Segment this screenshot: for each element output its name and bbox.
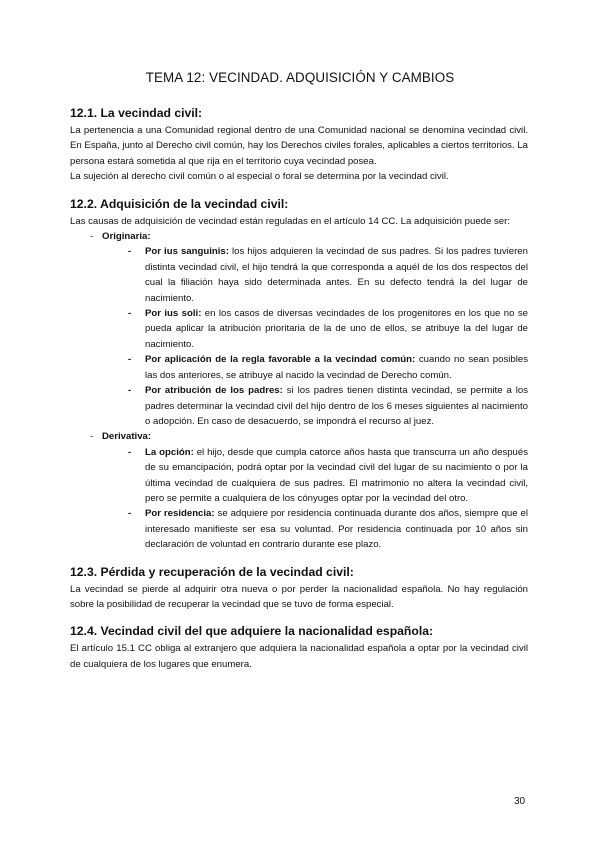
paragraph: El artículo 15.1 CC obliga al extranjero que adquiera la nacionalidad española a optar por la vecindad civil de cualquiera de los lugares que enumera.: [70, 643, 528, 670]
section-heading: 12.1. La vecindad civil:: [70, 106, 203, 120]
dash-bullet: -: [128, 354, 132, 366]
section-nacionalidad: [70, 624, 528, 672]
item-text: se adquiere por residencia continuada durante dos años, siempre que el interesado manifieste ser esa su voluntad. Por residencia continuada por 10 años sin declaración de voluntad en contrario durante ese plazo.: [145, 508, 528, 551]
item-text: si los padres tienen distinta vecindad, se permite a los padres determinar la vecindad civil del hijo dentro de los 6 meses siguientes al nacimiento o adopción. En caso de desacuerdo, se impondrá el recurso al juez.: [145, 385, 528, 427]
sub-list-item: [70, 506, 528, 552]
section-heading: 12.3. Pérdida y recuperación de la vecindad civil:: [70, 564, 354, 579]
sub-list-item: [70, 383, 528, 429]
list-item-derivativa: [70, 429, 528, 444]
item-term: Por aplicación de la regla favorable a la vecindad común:: [145, 354, 416, 366]
item-term: Por ius sanguinis:: [145, 246, 229, 258]
item-text: los hijos adquieren la vecindad de sus padres. Si los padres tuvieren distinta vecindad civil, el hijo tendrá la que corresponda a aquél de los dos respectos del cual la filiación haya sido determinada antes. En su defecto tendrá la del lugar de nacimiento.: [145, 246, 528, 304]
sub-list-item: [70, 244, 528, 306]
paragraph: La sujeción al derecho civil común o al especial o foral se determina por la vecindad civil.: [70, 171, 449, 183]
list-label: Originaria:: [102, 231, 151, 243]
section-perdida: [70, 565, 528, 613]
section-heading: 12.2. Adquisición de la vecindad civil:: [70, 196, 289, 211]
dash-bullet: -: [128, 308, 132, 320]
list-item-originaria: [70, 229, 528, 244]
item-text: el hijo, desde que cumpla catorce años hasta que transcurra un año después de su emancipación, podrá optar por la vecindad civil del lugar de su nacimiento o por la última vecindad de cualquiera de sus padres. El matrimonio no altera la vecindad civil, pero se permite a cualquiera de los cónyuges optar por la vecindad del otro.: [145, 446, 529, 504]
item-term: Por ius soli:: [145, 308, 202, 320]
dash-bullet: -: [128, 508, 132, 520]
item-term: Por atribución de los padres:: [145, 385, 283, 397]
item-text: en los casos de diversas vecindades de los progenitores en los que no se pueda aplicar la atribución prioritaria de la de uno de ellos, se atribuye la del lugar de nacimiento.: [145, 308, 528, 350]
section-vecindad-civil: [70, 106, 528, 185]
sub-list-item: [70, 352, 528, 383]
dash-bullet: -: [90, 231, 94, 243]
item-text: cuando no sean posibles las dos anteriores, se atribuye al nacido la vecindad de Derecho común.: [145, 354, 528, 381]
page-number: 30: [514, 796, 526, 807]
document-body: [70, 106, 528, 684]
section-heading: 12.4. Vecindad civil del que adquiere la nacionalidad española:: [70, 624, 434, 639]
dash-bullet: -: [128, 246, 132, 258]
paragraph: La pertenencia a una Comunidad regional dentro de una Comunidad nacional se denomina vecindad civil. En España, junto al Derecho civil común, hay los Derechos civiles forales, aplicables a ciertos territorios. La persona estará sometida al que rija en el territorio cuya vecindad posea.: [70, 125, 528, 167]
item-term: La opción:: [145, 446, 194, 458]
page-title: TEMA 12: VECINDAD. ADQUISICIÓN Y CAMBIOS: [145, 70, 455, 85]
paragraph: La vecindad se pierde al adquirir otra nueva o por perder la nacionalidad española. No hay regulación sobre la posibilidad de recuperar la vecindad que se tuvo de forma especial.: [70, 583, 528, 610]
list-label: Derivativa:: [102, 431, 152, 443]
section-adquisicion: [70, 197, 528, 553]
sub-list-item: [70, 306, 528, 352]
item-term: Por residencia:: [145, 508, 215, 520]
dash-bullet: -: [128, 446, 132, 458]
dash-bullet: -: [90, 431, 94, 443]
dash-bullet: -: [128, 385, 132, 397]
sub-list-item: [70, 445, 528, 507]
paragraph: Las causas de adquisición de vecindad están reguladas en el artículo 14 CC. La adquisición puede ser:: [70, 215, 511, 227]
